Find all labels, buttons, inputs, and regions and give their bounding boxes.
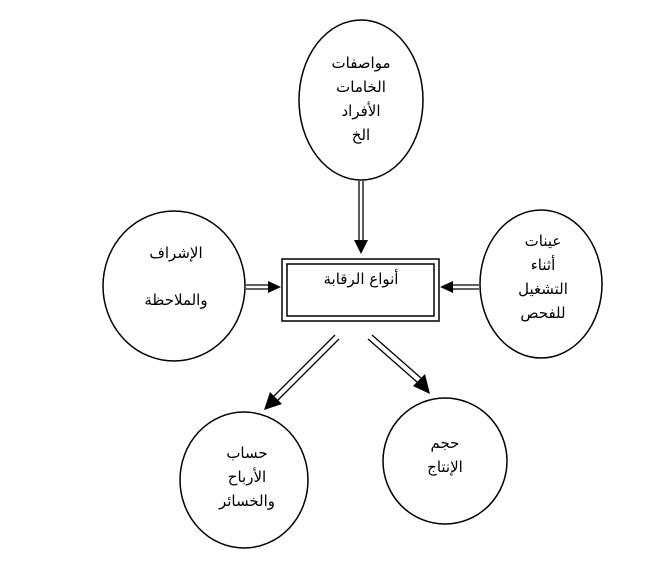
arrow-top-to-center [354, 181, 368, 254]
arrow-center-to-bottom-right [368, 335, 430, 394]
center-box [282, 259, 439, 321]
center-box-label: أنواع الرقابة [323, 270, 399, 288]
right-node-line-4: للفحص [520, 304, 566, 322]
top-node-line-1: مواصفات [331, 54, 391, 72]
left-node [103, 211, 245, 361]
top-node-line-2: الخامات [336, 78, 386, 96]
top-node-circle [299, 20, 423, 180]
arrow-center-to-bottom-left [264, 335, 339, 410]
bottom-right-node-line-1: حجم [430, 434, 460, 452]
top-node [299, 20, 423, 180]
right-node-line-1: عينات [524, 232, 562, 250]
arrow-right-to-center [440, 281, 479, 293]
bottom-right-node [383, 398, 507, 524]
center-box-outer-border [282, 259, 439, 321]
bottom-left-node-line-1: حساب [226, 444, 268, 462]
bottom-left-node-line-3: والخسائر [218, 492, 276, 510]
bottom-left-node [180, 412, 308, 548]
arrow-left-to-center [246, 281, 281, 293]
right-node [480, 210, 602, 358]
bottom-right-node-line-2: الإنتاج [427, 458, 463, 476]
top-node-line-4: الخ [351, 126, 371, 144]
top-node-line-3: الأفراد [341, 102, 381, 120]
bottom-left-node-line-2: الأرباح [227, 468, 267, 486]
left-node-circle [103, 211, 245, 361]
right-node-line-2: أثناء [530, 256, 556, 274]
left-node-line-2: والملاحظة [144, 291, 208, 309]
left-node-line-1: الإشراف [149, 244, 203, 262]
right-node-line-3: التشغيل [518, 280, 568, 298]
